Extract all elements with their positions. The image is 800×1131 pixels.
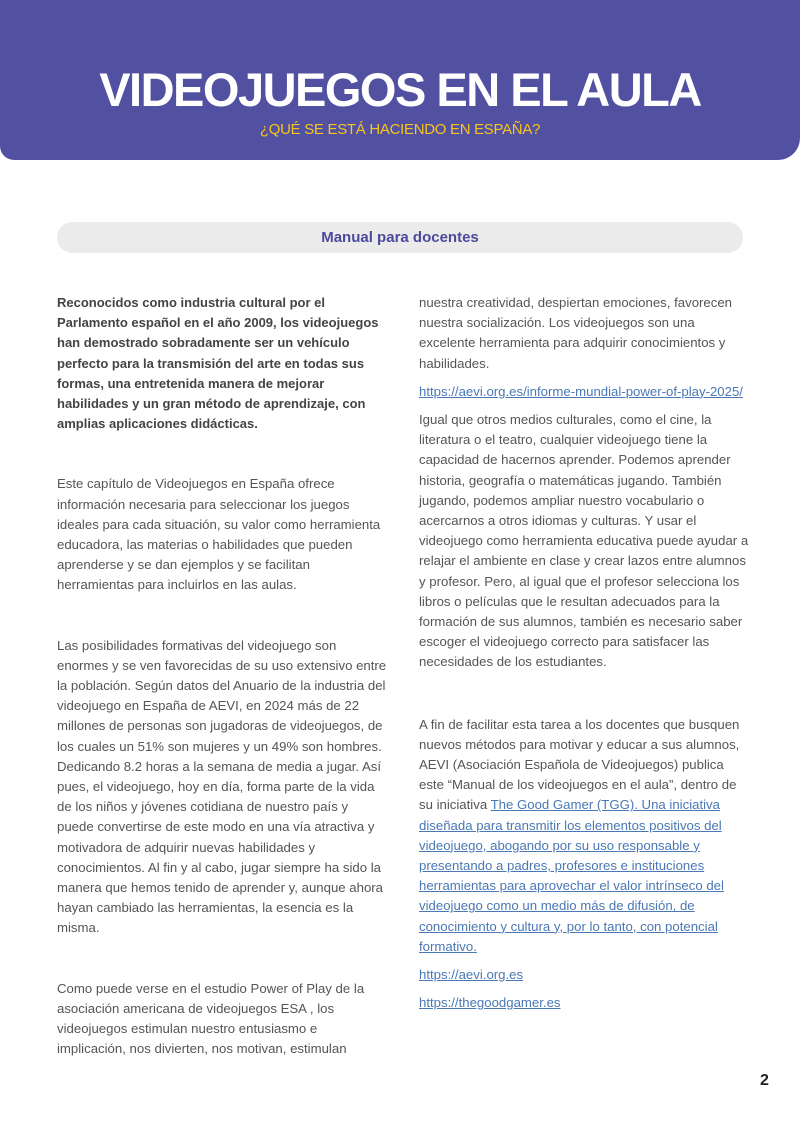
- aevi-website-link[interactable]: https://aevi.org.es: [419, 967, 524, 983]
- aevi-manual-text: A fin de facilitar esta tarea a los docentes que busquen nuevos métodos para motivar y educar a sus alumnos, AEVI (Asociación Española de Videojuegos) publica este “Manual de los videojuegos en el aula”, dentro de su iniciativa: [419, 716, 740, 813]
- page-number: 2: [760, 1072, 769, 1089]
- paragraph-power-of-play: Como puede verse en el estudio Power of Play de la asociación americana de videojuegos ESA , los videojuegos estimulan nuestro entusiasmo e implicación, nos divierten, nos motivan, estimulan: [57, 980, 365, 1057]
- the-good-gamer-link[interactable]: The Good Gamer (TGG). Una iniciativa diseñada para transmitir los elementos positivos del videojuego, abogando por su uso responsable y presentando a padres, profesores e instituciones herramientas para aprovechar el valor intrínseco del videojuego como un medio más de difusión, de conocimiento y cultura y, por lo tanto, con potencial formativo.: [419, 797, 724, 954]
- page-title: VIDEOJUEGOS EN EL AULA: [99, 63, 701, 116]
- thegoodgamer-website-link[interactable]: https://thegoodgamer.es: [419, 995, 561, 1011]
- paragraph-chapter-intro: Este capítulo de Videojuegos en España ofrece información necesaria para seleccionar los juegos ideales para cada situación, su valor como herramienta educadora, las materias o habilidades que pueden aprenderse y se dan ejemplos y se facilitan herramientas para incluirlos en las aulas.: [57, 476, 381, 593]
- section-heading: Manual para docentes: [57, 222, 743, 253]
- power-of-play-report-link[interactable]: https://aevi.org.es/informe-mundial-power-of-play-2025/: [419, 383, 743, 399]
- lead-paragraph: Reconocidos como industria cultural por el Parlamento español en el año 2009, los videojuegos han demostrado sobradamente ser un vehículo perfecto para la transmisión del arte en todas sus formas, una entretenida manera de mejorar habilidades y un gran método de aprendizaje, con amplias aplicaciones didácticas.: [57, 295, 379, 432]
- page-header-banner: [0, 0, 800, 160]
- paragraph-cultural-media: Igual que otros medios culturales, como el cine, la literatura o el teatro, cualquier videojuego tiene la capacidad de hacernos aprender. Podemos aprender historia, geografía o matemáticas jugando. También jugando, podemos ampliar nuestro vocabulario o acercarnos a otros idiomas y culturas. Y usar el videojuego como herramienta educativa puede ayudar a relajar el ambiente en clase y crear lazos entre alumnos y profesor. Pero, al igual que el profesor selecciona los libros o películas que le resultan adecuados para la formación de sus alumnos, también es necesario saber escoger el videojuego correcto para satisfacer las necesidades de los estudiantes.: [419, 412, 749, 670]
- paragraph-aevi-manual: [419, 715, 749, 957]
- right-column: [419, 293, 749, 1014]
- paragraph-formative-possibilities: Las posibilidades formativas del videojuego son enormes y se ven favorecidas de su uso extensivo entre la población. Según datos del Anuario de la industria del videojuego en España de AEVI, en 2024 más de 22 millones de personas son jugadoras de videojuegos, de los cuales un 51% son mujeres y un 49% son hombres. Dedicando 8.2 horas a la semana de media a jugar. Así pues, el videojuego, hoy en día, forma parte de la vida de los niños y jóvenes cotidiana de nuestro país y puede convertirse de este modo en una vía atractiva y motivadora de adquirir nuevas habilidades y conocimientos. Al fin y al cabo, jugar siempre ha sido la manera que hemos tenido de aprender y, aunque ahora hayan cambiado las herramientas, la esencia es la misma.: [57, 637, 387, 936]
- left-column: [57, 293, 387, 1060]
- paragraph-continuation: nuestra creatividad, despiertan emociones, favorecen nuestra socialización. Los videojuegos son una excelente herramienta para adquirir conocimientos y habilidades.: [419, 295, 733, 371]
- page-subtitle: ¿QUÉ SE ESTÁ HACIENDO EN ESPAÑA?: [259, 121, 541, 138]
